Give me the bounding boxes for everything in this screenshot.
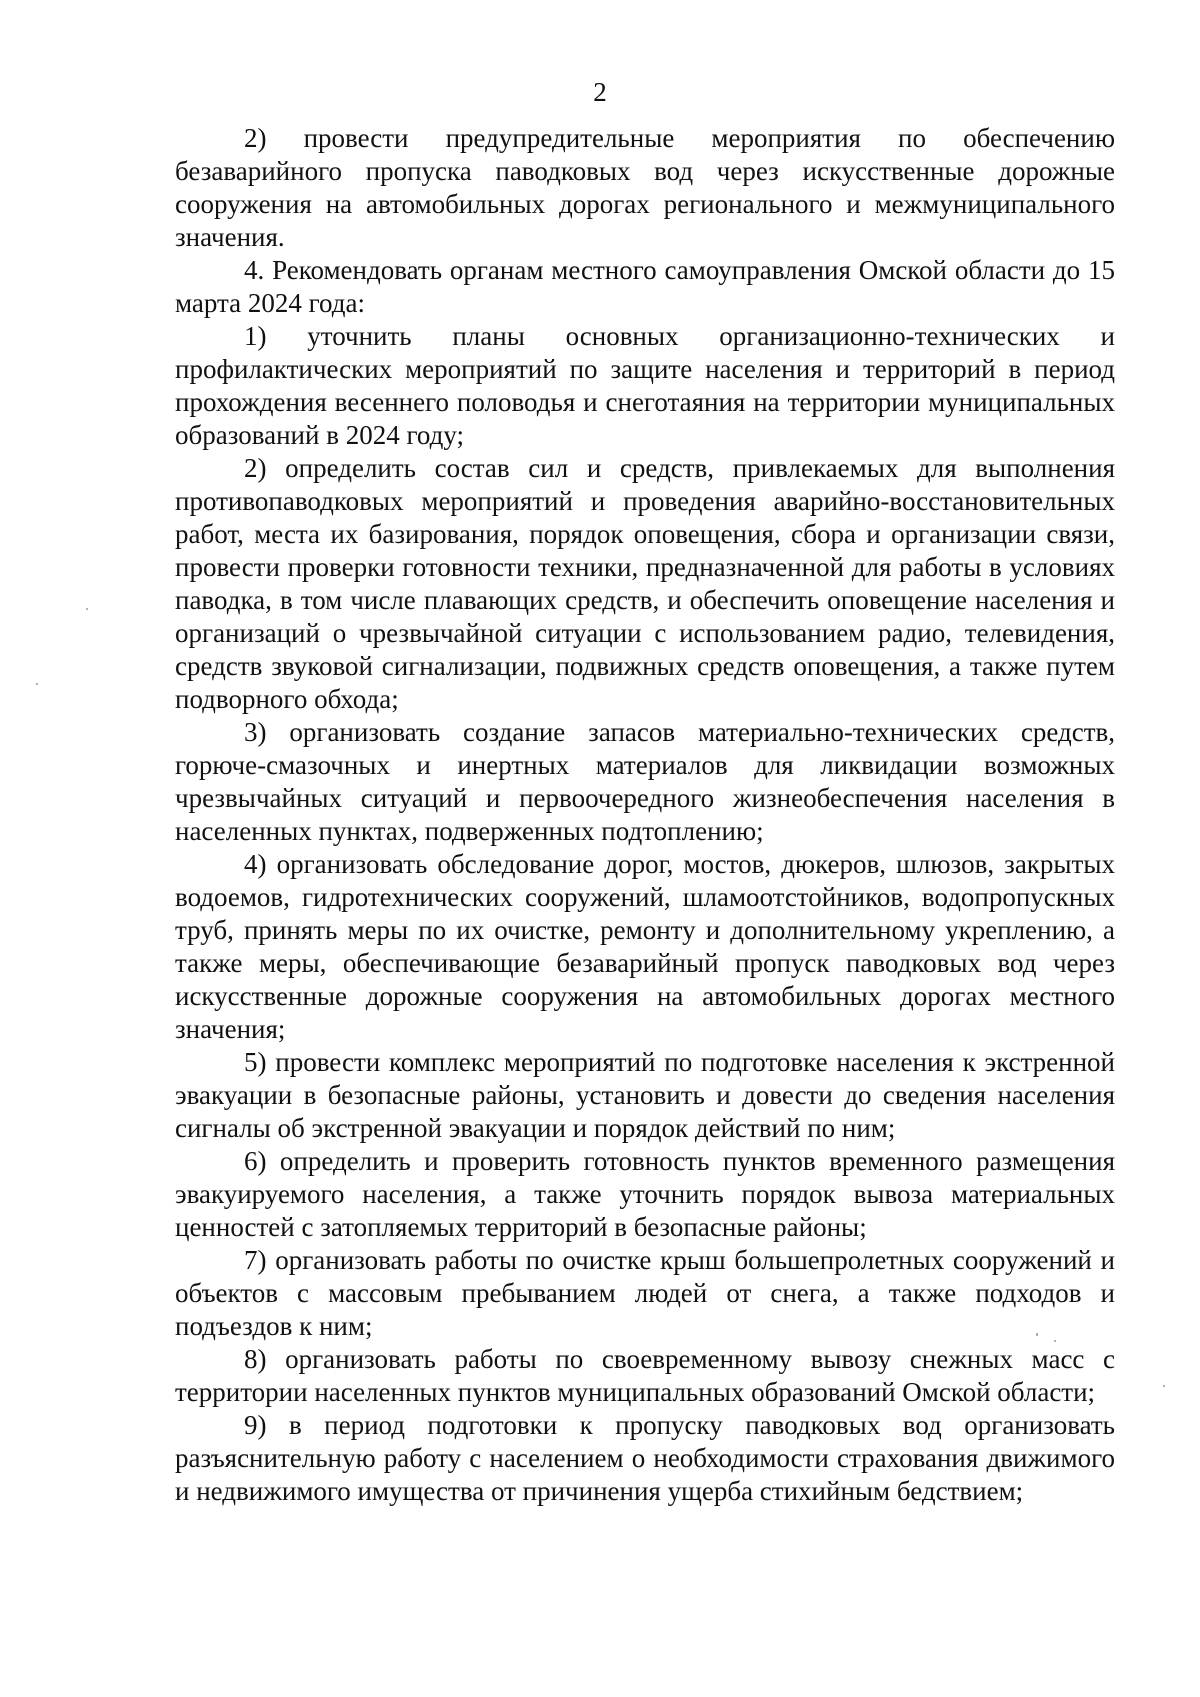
paragraph: 1) уточнить планы основных организационно-технических и профилактических мероприятий по защите населения и территорий в период прохождения весеннего половодья и снеготаяния на территории муниципальных образований в 2024 году; [175,321,1115,450]
paragraph: 2) провести предупредительные мероприятия по обеспечению безаварийного пропуска паводковых вод через искусственные дорожные сооружения на автомобильных дорогах регионального и межмуниципального значения. [175,123,1115,252]
paragraph: 6) определить и проверить готовность пунктов временного размещения эвакуируемого населения, а также уточнить порядок вывоза материальных ценностей с затопляемых территорий в безопасные районы; [175,1146,1115,1242]
paragraph: 8) организовать работы по своевременному вывозу снежных масс с территории населенных пунктов муниципальных образований Омской области; [175,1344,1115,1407]
scan-speck [86,608,88,610]
paragraph: 9) в период подготовки к пропуску паводковых вод организовать разъяснительную работу с населением о необходимости страхования движимого и недвижимого имущества от причинения ущерба стихийным бедствием; [175,1410,1115,1506]
scan-speck [1036,1333,1038,1336]
paragraph: 2) определить состав сил и средств, привлекаемых для выполнения противопаводковых мероприятий и проведения аварийно-восстановительных работ, места их базирования, порядок оповещения, сбора и организации связи, провести проверки готовности техники, предназначенной для работы в условиях паводка, в том числе плавающих средств, и обеспечить оповещение населения и организаций о чрезвычайной ситуации с использованием радио, телевидения, средств звуковой сигнализации, подвижных средств оповещения, а также путем подворного обхода; [175,453,1115,714]
paragraph: 4. Рекомендовать органам местного самоуправления Омской области до 15 марта 2024 года: [175,255,1115,318]
paragraph: 4) организовать обследование дорог, мостов, дюкеров, шлюзов, закрытых водоемов, гидротехнических сооружений, шламоотстойников, водопропускных труб, принять меры по их очистке, ремонту и дополнительному укреплению, а также меры, обеспечивающие безаварийный пропуск паводковых вод через искусственные дорожные сооружения на автомобильных дорогах местного значения; [175,849,1115,1044]
paragraph: 3) организовать создание запасов материально-технических средств, горюче-смазочных и инертных материалов для ликвидации возможных чрезвычайных ситуаций и первоочередного жизнеобеспечения населения в населенных пунктах, подверженных подтоплению; [175,717,1115,846]
document-body [175,122,1115,1508]
scan-speck [1054,1340,1056,1342]
scan-speck [1163,1385,1165,1387]
page-number: 2 [593,77,607,107]
paragraph: 7) организовать работы по очистке крыш большепролетных сооружений и объектов с массовым пребыванием людей от снега, а также подходов и подъездов к ним; [175,1245,1115,1341]
paragraph: 5) провести комплекс мероприятий по подготовке населения к экстренной эвакуации в безопасные районы, установить и довести до сведения населения сигналы об экстренной эвакуации и порядок действий по ним; [175,1047,1115,1143]
scan-speck [36,683,38,685]
